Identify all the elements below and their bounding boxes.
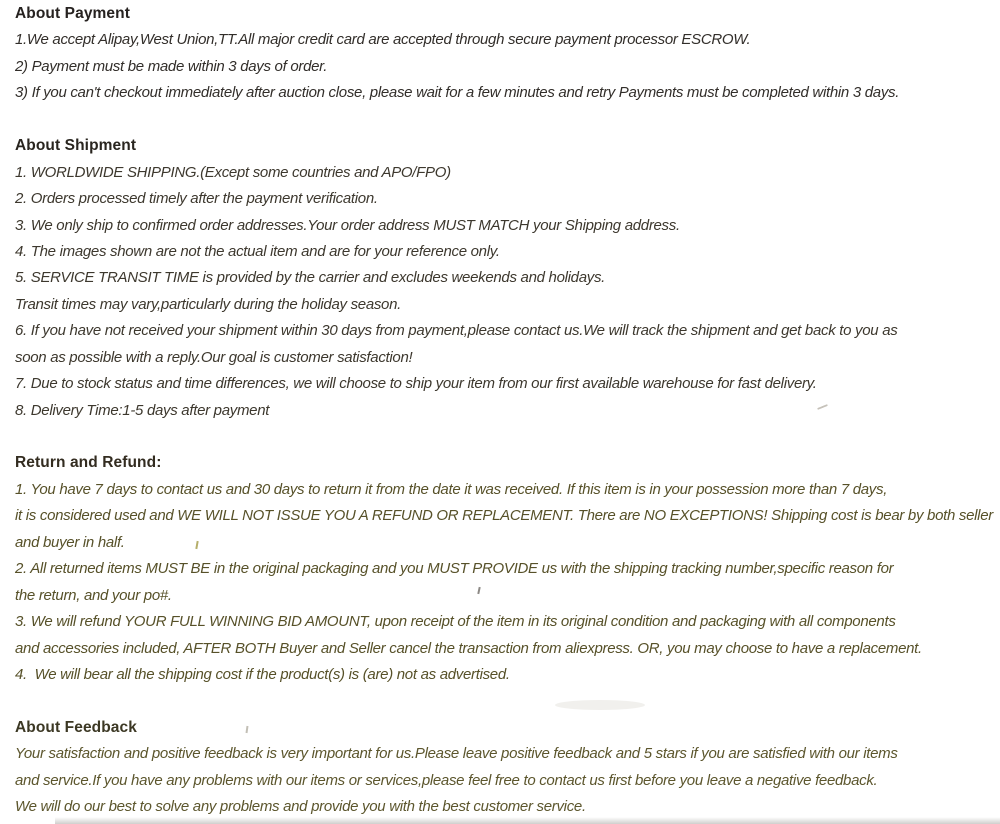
section-heading-about-payment: About Payment (15, 5, 130, 22)
section-gap (15, 688, 1000, 714)
text-line: Your satisfaction and positive feedback is very important for us.Please leave positive feedback and 5 stars if you are satisfied with our items (15, 745, 898, 763)
text-line: 4. We will bear all the shipping cost if the product(s) is (are) not as advertised. (15, 665, 510, 683)
text-line: 2. All returned items MUST BE in the original packaging and you MUST PROVIDE us with the shipping tracking number,specific reason for (15, 560, 894, 578)
text-line: 3) If you can't checkout immediately after auction close, please wait for a few minutes and retry Payments must be completed within 3 days. (15, 84, 900, 102)
text-line: 2. Orders processed timely after the payment verification. (15, 190, 378, 208)
text-line: and service.If you have any problems with our items or services,please feel free to contact us first before you leave a negative feedback. (15, 771, 878, 789)
text-line: 5. SERVICE TRANSIT TIME is provided by the carrier and excludes weekends and holidays. (15, 269, 606, 287)
section-heading-about-feedback: About Feedback (15, 718, 137, 736)
section-gap (15, 107, 1000, 133)
section-heading-about-shipment: About Shipment (15, 137, 137, 155)
text-line: 2) Payment must be made within 3 days of order. (15, 57, 328, 75)
text-line: 1. You have 7 days to contact us and 30 days to return it from the date it was received. If this item is in your possession more than 7 days, (15, 480, 888, 498)
text-line: and accessories included, AFTER BOTH Buyer and Seller cancel the transaction from aliexpress. OR, you may choose to have a replacement. (15, 639, 922, 657)
policy-sections (15, 1, 1000, 821)
text-line: the return, and your po#. (15, 586, 172, 604)
text-line: soon as possible with a reply.Our goal is customer satisfaction! (15, 348, 413, 366)
text-line: 6. If you have not received your shipment within 30 days from payment,please contact us.We will track the shipment and get back to you as (15, 322, 898, 340)
text-line: 1.We accept Alipay,West Union,TT.All major credit card are accepted through secure payment processor ESCROW. (15, 31, 751, 49)
text-line: 8. Delivery Time:1-5 days after payment (15, 401, 270, 419)
text-line: We will do our best to solve any problems and provide you with the best customer service. (15, 798, 586, 816)
text-line: 1. WORLDWIDE SHIPPING.(Except some countries and APO/FPO) (15, 163, 451, 181)
text-line: 7. Due to stock status and time differences, we will choose to ship your item from our first available warehouse for fast delivery. (15, 375, 817, 393)
text-line: it is considered used and WE WILL NOT ISSUE YOU A REFUND OR REPLACEMENT. There are NO EXCEPTIONS! Shipping cost is bear by both seller (15, 507, 993, 525)
text-line: and buyer in half. (15, 533, 125, 551)
text-line: 4. The images shown are not the actual item and are for your reference only. (15, 242, 500, 260)
section-heading-return-and-refund: Return and Refund: (15, 454, 162, 472)
text-line: Transit times may vary,particularly during the holiday season. (15, 295, 402, 313)
text-line: 3. We only ship to confirmed order addresses.Your order address MUST MATCH your Shipping address. (15, 216, 680, 234)
section-gap (15, 424, 1000, 450)
text-line: 3. We will refund YOUR FULL WINNING BID AMOUNT, upon receipt of the item in its original condition and packaging with all components (15, 613, 896, 631)
